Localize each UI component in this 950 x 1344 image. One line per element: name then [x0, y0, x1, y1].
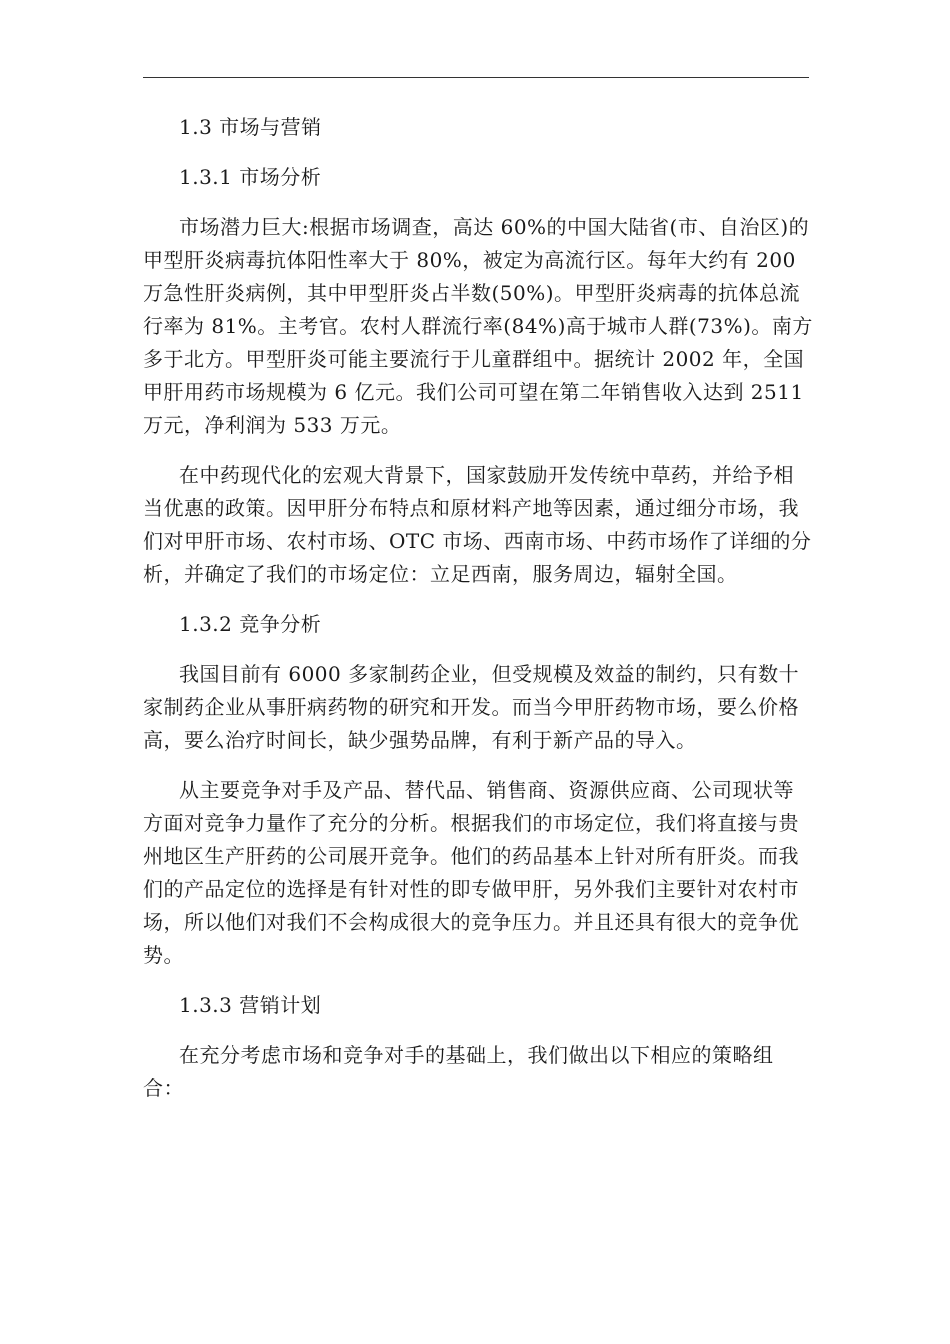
- paragraph-marketing-plan: 在充分考虑市场和竞争对手的基础上，我们做出以下相应的策略组合：: [143, 1043, 774, 1100]
- document-body: [143, 111, 813, 1122]
- paragraph-competition-analysis: 从主要竞争对手及产品、替代品、销售商、资源供应商、公司现状等方面对竞争力量作了充分的分析。根据我们的市场定位，我们将直接与贵州地区生产肝药的公司展开竞争。他们的药品基本上针对所有肝炎。而我们的产品定位的选择是有针对性的即专做甲肝，另外我们主要针对农村市场，所以他们对我们不会构成很大的竞争压力。并且还具有很大的竞争优势。: [143, 778, 799, 967]
- header-rule: [143, 77, 809, 78]
- section-heading-1-3-2: 1.3.2 竞争分析: [179, 612, 322, 636]
- paragraph-market-potential: 市场潜力巨大:根据市场调查，高达 60%的中国大陆省(市、自治区)的甲型肝炎病毒抗体阳性率大于 80%，被定为高流行区。每年大约有 200 万急性肝炎病例，其中甲型肝炎占半数(50%)。甲型肝炎病毒的抗体总流行率为 81%。主考官。农村人群流行率(84%)高于城市人群(73%)。南方多于北方。甲型肝炎可能主要流行于儿童群组中。据统计 2002 年，全国甲肝用药市场规模为 6 亿元。我们公司可望在第二年销售收入达到 2511 万元，净利润为 533 万元。: [143, 215, 813, 437]
- paragraph-market-positioning: 在中药现代化的宏观大背景下，国家鼓励开发传统中草药，并给予相当优惠的政策。因甲肝分布特点和原材料产地等因素，通过细分市场，我们对甲肝市场、农村市场、OTC 市场、西南市场、中药市场作了详细的分析，并确定了我们的市场定位：立足西南，服务周边，辐射全国。: [143, 463, 812, 586]
- paragraph-industry-status: 我国目前有 6000 多家制药企业，但受规模及效益的制约，只有数十家制药企业从事肝病药物的研究和开发。而当今甲肝药物市场，要么价格高，要么治疗时间长，缺少强势品牌，有利于新产品的导入。: [143, 662, 800, 752]
- section-heading-1-3-3: 1.3.3 营销计划: [179, 993, 322, 1017]
- section-heading-1-3: 1.3 市场与营销: [179, 115, 322, 139]
- section-heading-1-3-1: 1.3.1 市场分析: [179, 165, 322, 189]
